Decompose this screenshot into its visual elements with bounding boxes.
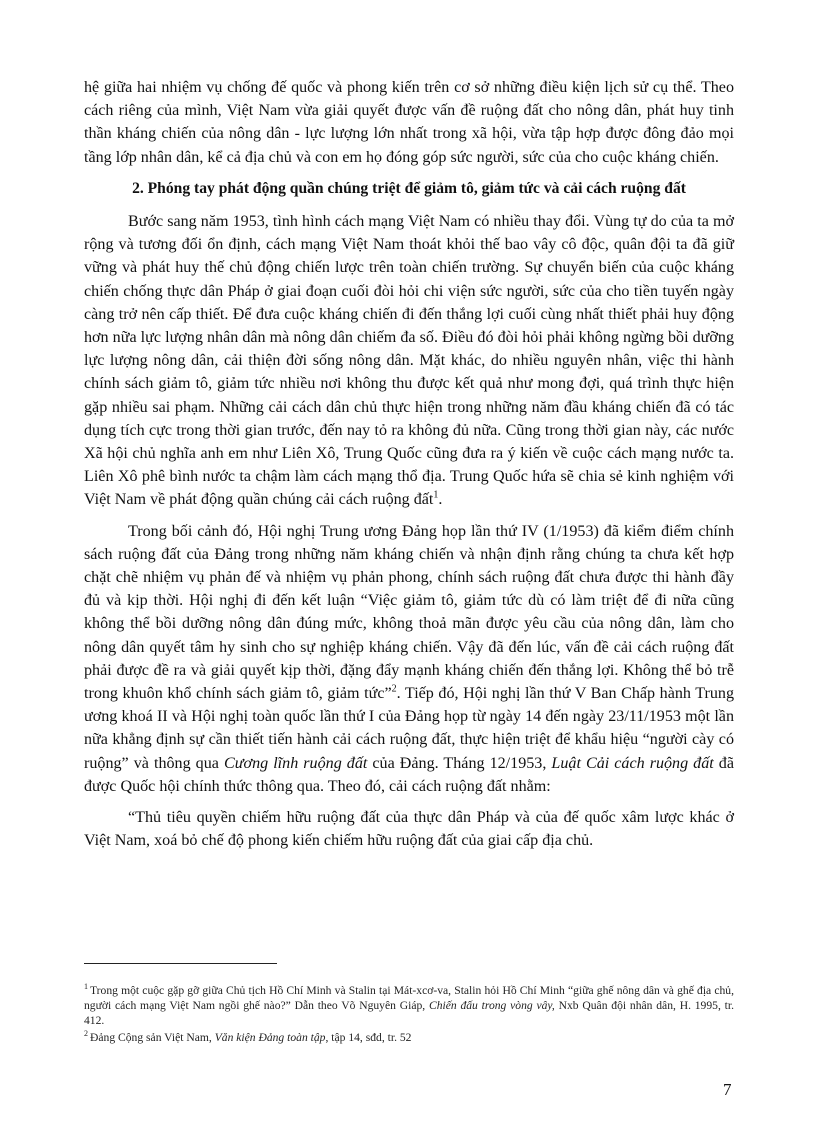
paragraph-text: đã được Quốc hội chính thức thông qua. Theo đó, cải cách ruộng đất nhằm:: [84, 754, 735, 795]
footnote-text: Trong một cuộc gặp gỡ giữa Chủ tịch Hồ Chí Minh và Stalin tại Mát-xcơ-va, Stalin hỏi Hồ Chí Minh “giữa ghế nông dân và ghế địa chủ, người cách mạng Việt Nam ngồi ghế nào?” Dẫn theo Võ Nguyên Giáp,: [84, 984, 734, 1013]
footnote-italic: Văn kiện Đảng toàn tập: [214, 1030, 326, 1044]
paragraph-quote: “Thủ tiêu quyền chiếm hữu ruộng đất của thực dân Pháp và của đế quốc xâm lược khác ở Việt Nam, xoá bỏ chế độ phong kiến chiếm hữu ruộng đất của giai cấp địa chủ.: [84, 809, 734, 850]
italic-title-luat: Luật Cải cách ruộng đất: [551, 754, 714, 772]
paragraph-continuation: hệ giữa hai nhiệm vụ chống đế quốc và phong kiến trên cơ sở những điều kiện lịch sử cụ thể. Theo cách riêng của mình, Việt Nam vừa giải quyết được vấn đề ruộng đất cho nông dân, phát huy tinh thần kháng chiến của nông dân - lực lượng lớn nhất trong xã hội, vừa tập hợp được đông đảo mọi tầng lớp nhân dân, kể cả địa chủ và con em họ đóng góp sức người, sức của cho cuộc kháng chiến.: [84, 79, 734, 166]
footnote-separator: [84, 963, 277, 964]
paragraph-text: . Tiếp đó, Hội nghị lần thứ V Ban Chấp hành Trung ương khoá II và Hội nghị toàn quốc lần thứ I của Đảng họp từ ngày 14 đến ngày 23/11/1953 một lần nữa khẳng định sự cần thiết tiến hành cải cách ruộng đất, thực hiện triệt để khẩu hiệu “người cày có ruộng” và thông qua: [84, 685, 734, 772]
footnote-ref-1[interactable]: 1: [433, 490, 439, 502]
italic-title-cuong-linh: Cương lĩnh ruộng đất: [223, 754, 368, 772]
footnote-text: Đảng Cộng sản Việt Nam,: [90, 1030, 215, 1044]
page-number: 7: [723, 1080, 732, 1099]
footnote-text: Nxb Quân đội nhân dân, H. 1995, tr. 412.: [84, 999, 734, 1028]
paragraph-text-end: .: [438, 491, 443, 509]
main-text: [84, 76, 734, 861]
footnote-ref-2[interactable]: 2: [391, 683, 397, 695]
paragraph-text: của Đảng. Tháng 12/1953,: [367, 754, 552, 772]
paragraph-text: Bước sang năm 1953, tình hình cách mạng Việt Nam có nhiều thay đổi. Vùng tự do của ta mở rộng và tương đối ổn định, cách mạng Việt Nam thoát khỏi thế bao vây cô độc, quân đội ta đã giữ vững và phát huy thế chủ động chiến lược trên toàn chiến trường. Sự chuyển biến của cuộc kháng chiến chống thực dân Pháp ở giai đoạn cuối đòi hỏi chi viện sức người, sức của cho tiền tuyến ngày càng trở nên cấp thiết. Để đưa cuộc kháng chiến đi đến thắng lợi cuối cùng nhất thiết phải huy động hơn nữa lực lượng nhân dân mà nông dân chiếm đa số. Điều đó đòi hỏi phải không ngừng bồi dưỡng lực lượng nông dân, cải thiện đời sống nông dân. Mặt khác, do nhiều nguyên nhân, việc thi hành chính sách giảm tô, giảm tức nhiều nơi không thu được kết quả như mong đợi, quá trình thực hiện gặp nhiều sai phạm. Những cải cách dân chủ thực hiện trong những năm đầu kháng chiến đã có tác dụng tích cực trong thời gian trước, đến nay tỏ ra không đủ nữa. Cũng trong thời gian này, các nước Xã hội chủ nghĩa anh em như Liên Xô, Trung Quốc cũng đưa ra ý kiến về cuộc cách mạng nước ta. Liên Xô phê bình nước ta chậm làm cách mạng thổ địa. Trung Quốc hứa sẽ chia sẻ kinh nghiệm với Việt Nam về phát động quần chúng cải cách ruộng đất: [84, 213, 734, 509]
footnote-text: , tập 14, sđd, tr. 52: [325, 1030, 412, 1044]
paragraph-context-1953: [84, 210, 734, 512]
paragraph-conference: [84, 520, 734, 798]
footnote-2: [84, 1030, 734, 1045]
footnote-number: 1: [84, 982, 88, 992]
footnote-italic: Chiến đấu trong vòng vây,: [428, 999, 555, 1013]
paragraph-text: Trong bối cảnh đó, Hội nghị Trung ương Đảng họp lần thứ IV (1/1953) đã kiểm điểm chính sách ruộng đất của Đảng trong những năm kháng chiến và nhận định rằng chúng ta chưa kết hợp chặt chẽ nhiệm vụ phản đế và nhiệm vụ phản phong, chính sách ruộng đất chưa được thi hành đầy đủ và kịp thời. Hội nghị đi đến kết luận “Việc giảm tô, giảm tức dù có làm triệt để đi nữa cũng không thể bồi dưỡng nông dân đúng mức, không thoả mãn được yêu cầu của nông dân, làm cho nông dân quyết tâm hy sinh cho sự nghiệp kháng chiến. Vậy đã đến lúc, vấn đề cải cách ruộng đất phải được đề ra và giải quyết kịp thời, đặng đẩy mạnh kháng chiến đến thắng lợi. Không thể bỏ trễ trong khuôn khổ chính sách giảm tô, giảm tức”: [84, 522, 734, 703]
footnote-1: [84, 983, 734, 1029]
footnotes: [84, 983, 734, 1046]
section-heading: 2. Phóng tay phát động quần chúng triệt để giảm tô, giảm tức và cải cách ruộng đất: [132, 179, 686, 197]
footnote-number: 2: [84, 1028, 88, 1038]
